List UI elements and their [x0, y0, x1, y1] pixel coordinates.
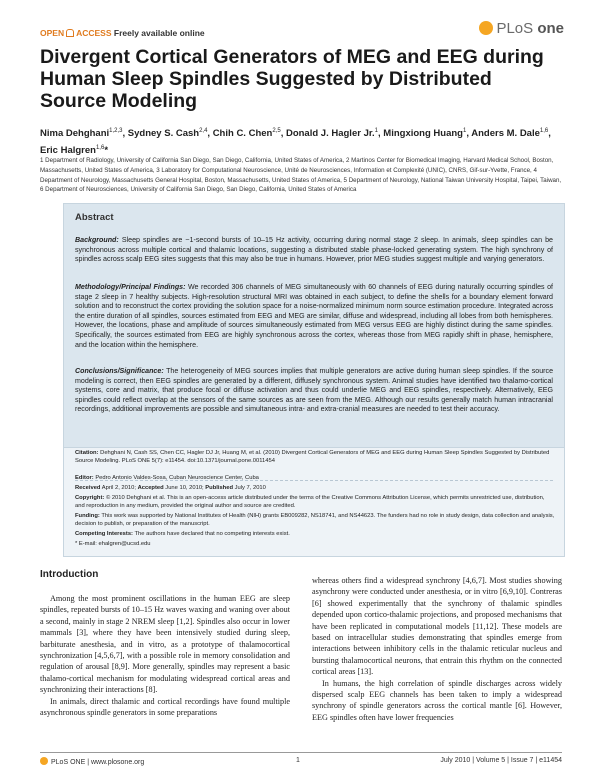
journal-logo-one: one	[537, 20, 564, 37]
open-access-banner	[40, 28, 205, 38]
dates	[75, 484, 555, 492]
accepted-label: Accepted	[137, 485, 164, 491]
intro-paragraph: In humans, the high correlation of spindle discharges across widely dispersed scalp EEG channels has been taken to imply a widespread synchrony of spindle generators across the cortical mantle [6]. However, EEG spindles often have lower frequencies	[312, 678, 562, 722]
conclusions-text: The heterogeneity of MEG sources implies that multiple generators are active during human sleep spindles. If the source modeling is correct, then EEG spindles are generated by a different, diffusely synchronous system. Animal studies have identified two thalamo-cortical systems, core and matrix, that produce focal or diffuse activation and thus could underlie MEG and EEG spindles, respectively. Alternatively, EEG spindles could reflect overlap at the sensors of the same sources as are seen from the MEG. Although our results generally match human intracranial recordings, additional improvements are possible and simultaneous intra- and extra-cranial measures are needed to test their accuracy.	[75, 367, 554, 414]
funding-label: Funding:	[75, 513, 100, 519]
published-label: Published	[205, 485, 233, 491]
received-label: Received	[75, 485, 101, 491]
copyright-text: © 2010 Dehghani et al. This is an open-access article distributed under the terms of the Creative Commons Attribution License, which permits unrestricted use, distribution, and reproduction in any medium, provided the original author and source are credited.	[75, 495, 545, 509]
intro-right-column	[312, 575, 562, 723]
accepted-date: June 10, 2010;	[165, 485, 204, 491]
footer-journal: PLoS ONE | www.plosone.org	[40, 757, 144, 766]
abstract-heading: Abstract	[75, 212, 114, 223]
funding	[75, 512, 555, 528]
plos-footer-icon	[40, 757, 48, 765]
conclusions-label: Conclusions/Significance:	[75, 367, 164, 375]
plos-sun-icon	[479, 21, 493, 35]
affiliations: 1 Department of Radiology, University of California San Diego, San Diego, California, United States of America, 2 Martinos Center for Biomedical Imaging, Harvard Medical School, Boston, Massachusetts, United States of America, 3 Laboratory for Computational Neuroscience, Unité de Neurosciences, Information et Complexité (UNIC), CNRS, Gif-sur-Yvette, France, 4 Department of Neurology, Massachusetts General Hospital, Boston, Massachusetts, United States of America, 5 Department of Neurology, National Taiwan University Hospital, Taipei, Taiwan, 6 Department of Neurosciences, University of California San Diego, San Diego, California, United States of America	[40, 157, 562, 194]
abstract-methods	[75, 283, 553, 350]
access-label: ACCESS	[76, 28, 112, 38]
citation-label: Citation:	[75, 450, 99, 456]
footer-rule	[40, 752, 562, 753]
copyright-label: Copyright:	[75, 495, 105, 501]
journal-logo	[479, 20, 564, 37]
open-label: OPEN	[40, 28, 65, 38]
introduction-heading: Introduction	[40, 569, 99, 580]
freely-available-label: Freely available online	[113, 28, 205, 38]
page-number: 1	[296, 757, 300, 764]
corresponding-email[interactable]: * E-mail: ehalgren@ucsd.edu	[75, 541, 151, 547]
footer-url[interactable]: www.plosone.org	[90, 759, 145, 766]
competing-interests	[75, 530, 555, 538]
intro-paragraph: In animals, direct thalamic and cortical recordings have found multiple asynchronous spindle generators in some preparations	[40, 696, 290, 718]
funding-text: This work was supported by National Institutes of Health (NIH) grants EB009282, NS18741, and NS44623. The funders had no role in study design, data collection and analysis, decision to publish, or preparation of the manuscript.	[75, 513, 555, 527]
editor-text: Pedro Antonio Valdes-Sosa, Cuban Neuroscience Center, Cuba	[95, 475, 259, 481]
competing-label: Competing Interests:	[75, 531, 133, 537]
citation	[75, 449, 555, 465]
abstract-background	[75, 236, 553, 265]
citation-text: Dehghani N, Cash SS, Chen CC, Hagler DJ Jr, Huang M, et al. (2010) Divergent Cortical Generators of MEG and EEG during Human Sleep Spindles Suggested by Distributed Source Modeling. PLoS ONE 5(7): e11454. doi:10.1371/journal.pone.0011454	[75, 450, 550, 464]
footer-issue: July 2010 | Volume 5 | Issue 7 | e11454	[440, 757, 562, 764]
open-access-lock-icon	[66, 29, 74, 37]
background-text: Sleep spindles are ~1-second bursts of 10–15 Hz activity, occurring during normal stage 2 sleep. In animals, sleep spindles can be synchronous across multiple cortical and thalamic locations, suggesting a distributed stable phase-locked generating system. The high synchrony of spindles across scalp EEG sites suggests that this may also be true in humans. However, prior MEG studies suggest multiple and varying generators.	[75, 236, 553, 264]
background-label: Background:	[75, 236, 119, 244]
published-date: July 7, 2010	[234, 485, 266, 491]
methods-label: Methodology/Principal Findings:	[75, 283, 186, 291]
competing-text: The authors have declared that no competing interests exist.	[134, 531, 290, 537]
methods-text: We recorded 306 channels of MEG simultaneously with 60 channels of EEG during naturally occurring spindles of stage 2 sleep in 7 healthy subjects. High-resolution structural MRI was obtained in each subject, to define the shells for a boundary element forward solution and to reconstruct the cortex providing the solution space for a noise-normalized minimum norm source estimation procedure. Integrated across the entire duration of all spindles, sources estimated from EEG and MEG are similar, diffuse and widespread, including all lobes from both hemispheres. However, the locations, phase and amplitude of sources simultaneously estimated from MEG versus EEG are highly distinct during the same spindles. Specifically, the sources estimated from EEG are highly synchronous across the cortex, whereas those from MEG rapidly shift in phase, hemisphere, and the location within the hemisphere.	[75, 283, 553, 349]
intro-left-column	[40, 593, 290, 718]
journal-logo-plos: PLoS	[496, 20, 534, 37]
abstract-conclusions	[75, 367, 553, 415]
received-date: April 2, 2010;	[101, 485, 136, 491]
intro-paragraph: Among the most prominent oscillations in the human EEG are sleep spindles, repeated bursts of 10–15 Hz waves waxing and waning over about a second, mainly in stage 2 NREM sleep [1,2]. Spindles also occur in lower mammals [3], where they have been intensively studied during sleep, barbiturate anesthesia, and in vitro, as a prototype of thalamocortical synchronization [4,5,6,7], with a possible role in memory consolidation and regulation of arousal [8,9]. More generally, spindles may represent a basic thalamo-cortical mechanism for modulating widespread cortical areas and synchronizing their interactions [8].	[40, 594, 290, 695]
editor	[75, 474, 555, 482]
intro-paragraph: whereas others find a widespread synchrony [4,6,7]. Most studies showing asynchrony were conducted under anesthesia, or in vitro [6,9,10]. Contreras [6] showed experimentally that the synchrony of thalamic spindles depended upon cortico-thalamic projections, and proposed mechanisms that have been replicated in computational models [11,12]. These models are based on intracellular studies demonstrating that spindles emerge from interactions between inhibitory cells in the thalamic reticular nucleus and bursting thalamocortical neurons, that entrain this rhythm on the connected cortical areas [13].	[312, 576, 562, 677]
author-list: Nima Dehghani$^{1,2,3}$, Sydney S. Cash$^{2,4}$, Chih C. Chen$^{2,5}$, Donald J. Hagler Jr.$^1$, Mingxiong Huang$^1$, Anders M. Dale$^{1,6}$, Eric Halgren$^{1,6}$*	[40, 128, 551, 157]
editor-label: Editor:	[75, 475, 94, 481]
copyright	[75, 494, 555, 510]
article-title: Divergent Cortical Generators of MEG and EEG during Human Sleep Spindles Suggested by Distributed Source Modeling	[40, 46, 544, 112]
footer-journal-name: PLoS ONE	[51, 759, 86, 766]
